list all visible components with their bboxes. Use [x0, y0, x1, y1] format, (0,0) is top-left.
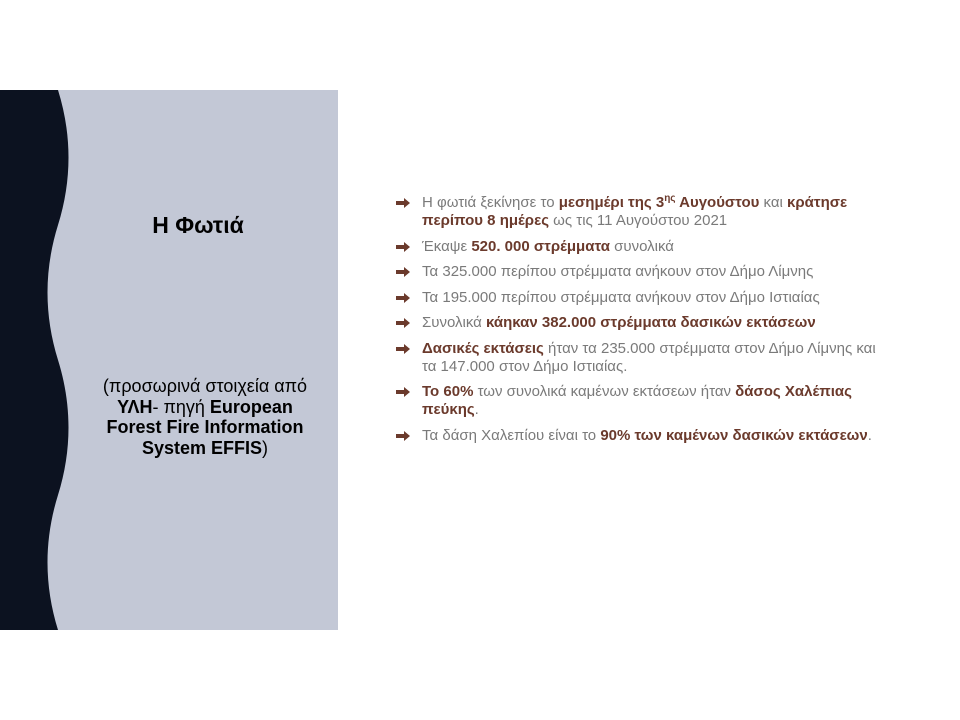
bullet-item: [394, 289, 894, 307]
bullet-text: .: [867, 426, 872, 444]
bullet-item: [394, 314, 894, 332]
bullet-text: ήταν τα 235.000 στρέμματα στον Δήμο Λίμνης και τα 147.000 στον Δήμο Ιστιαίας.: [422, 339, 876, 375]
bullet-highlight: Αυγούστου: [675, 194, 760, 211]
bullet-text: Συνολικά: [422, 314, 487, 331]
bullet-highlight: δάσος Χαλέπιας πεύκης: [422, 383, 852, 418]
bullet-highlight: 90% των καμένων δασικών εκτάσεων: [600, 426, 868, 444]
bullet-highlight: Το 60%: [422, 383, 474, 400]
bullet-highlight: μεσημέρι της 3: [558, 194, 665, 211]
side-panel: [0, 90, 338, 630]
source-note-prefix: (προσωρινά στοιχεία από: [102, 376, 308, 396]
arrow-right-icon: [396, 293, 410, 303]
bullet-item: [394, 194, 894, 230]
bullet-list: [394, 194, 894, 452]
source-note-suffix: ): [262, 437, 269, 458]
arrow-right-icon: [396, 344, 410, 354]
bullet-highlight: κράτησε περίπου 8 ημέρες: [422, 194, 848, 229]
bullet-text: συνολικά: [609, 237, 674, 255]
bullet-item: [394, 263, 894, 281]
bullet-highlight: Δασικές εκτάσεις: [422, 339, 544, 357]
bullet-item: [394, 238, 894, 256]
arrow-right-icon: [396, 198, 410, 208]
bullet-item: [394, 340, 894, 376]
arrow-right-icon: [396, 318, 410, 328]
source-system: European Forest Fire Information System EFFIS: [106, 396, 304, 458]
bullet-text: και: [759, 194, 788, 211]
bullet-highlight: 520. 000 στρέμματα: [471, 237, 610, 255]
arrow-right-icon: [396, 387, 410, 397]
bullet-highlight: κάηκαν 382.000 στρέμματα δασικών εκτάσεων: [486, 314, 816, 331]
slide-title: Η Φωτιά: [152, 212, 244, 238]
bullet-item: [394, 427, 894, 445]
bullet-text: Τα 325.000 περίπου στρέμματα ανήκουν στον Δήμο Λίμνης: [422, 263, 814, 280]
arrow-right-icon: [396, 431, 410, 441]
source-note: [90, 376, 320, 458]
bullet-text: Τα δάση Χαλεπίου είναι το: [422, 426, 601, 444]
bullet-text: Έκαψε: [422, 237, 472, 255]
bullet-text: ως τις 11 Αυγούστου 2021: [549, 212, 728, 229]
bullet-text: των συνολικά καμένων εκτάσεων ήταν: [473, 383, 736, 400]
source-agency: ΥΛΗ: [117, 396, 153, 417]
arrow-right-icon: [396, 267, 410, 277]
bullet-text: Τα 195.000 περίπου στρέμματα ανήκουν στον Δήμο Ιστιαίας: [422, 288, 820, 306]
source-note-middle: - πηγή: [152, 396, 210, 417]
bullet-highlight: ης: [664, 193, 676, 204]
bullet-text: Η φωτιά ξεκίνησε το: [422, 194, 559, 211]
bullet-text: .: [474, 401, 479, 418]
wave-panel-shape: [0, 90, 338, 630]
arrow-right-icon: [396, 242, 410, 252]
bullet-item: [394, 383, 894, 419]
